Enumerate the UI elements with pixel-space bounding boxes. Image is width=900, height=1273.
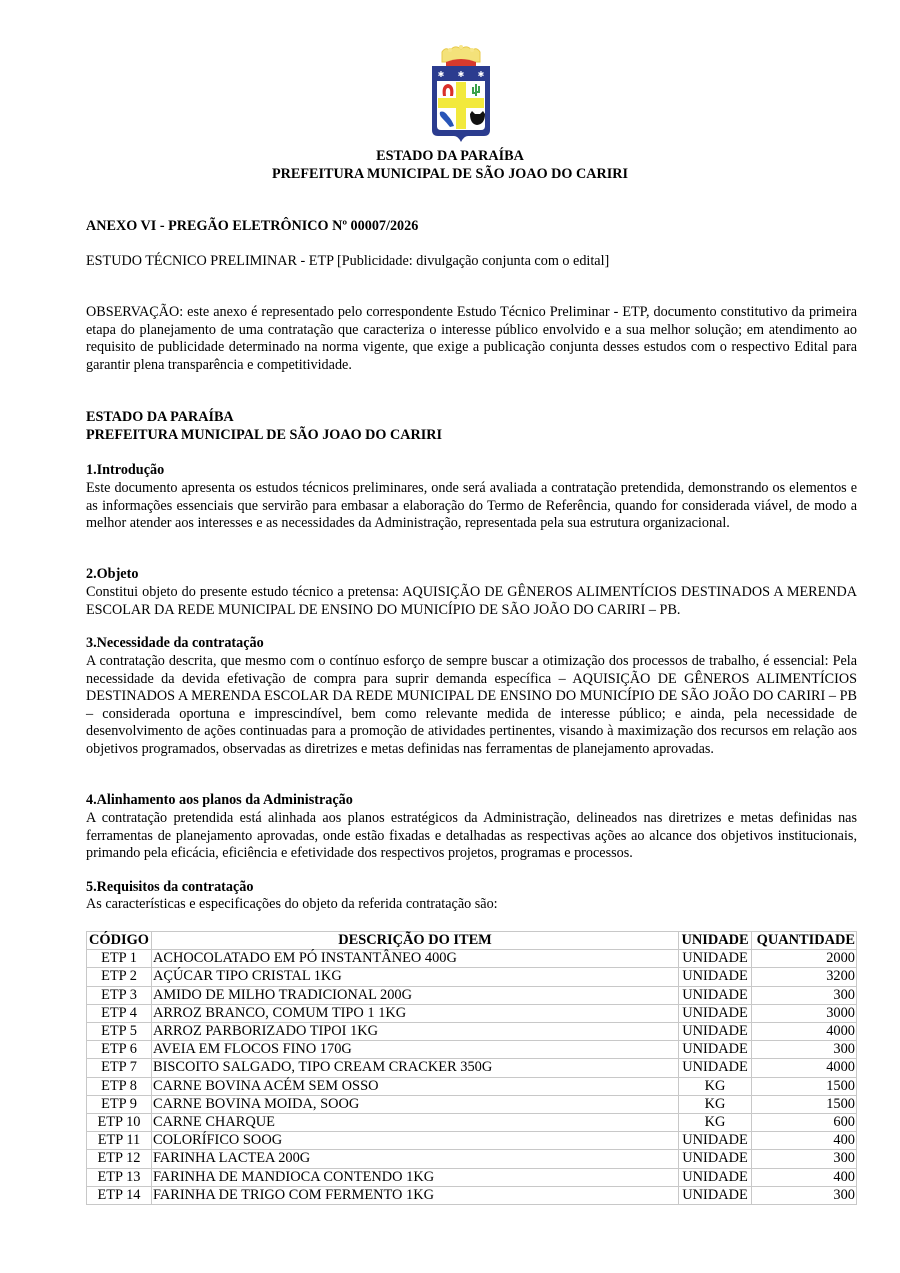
section-body-objeto: Constitui objeto do presente estudo técnico a pretensa: AQUISIÇÃO DE GÊNEROS ALIMENTÍCIOS DESTINADOS A MERENDA ESCOLAR DA REDE MUNICIPAL DE ENSINO DO MUNICÍPIO DE SÃO JOÃO DO CARIRI – PB. [86, 584, 857, 618]
cell-unidade: UNIDADE [679, 1041, 752, 1059]
cell-quantidade: 3000 [752, 1004, 857, 1022]
cell-descricao: ARROZ PARBORIZADO TIPOI 1KG [151, 1023, 678, 1041]
table-header-row [87, 932, 857, 950]
cell-descricao: ACHOCOLATADO EM PÓ INSTANTÂNEO 400G [151, 950, 678, 968]
cell-unidade: UNIDADE [679, 1004, 752, 1022]
cell-descricao: CARNE CHARQUE [151, 1114, 678, 1132]
table-row [87, 1077, 857, 1095]
second-header-municipality: PREFEITURA MUNICIPAL DE SÃO JOAO DO CARIRI [86, 427, 443, 443]
cell-quantidade: 300 [752, 1150, 857, 1168]
cell-descricao: FARINHA DE TRIGO COM FERMENTO 1KG [151, 1186, 678, 1204]
cell-quantidade: 3200 [752, 968, 857, 986]
cell-descricao: AVEIA EM FLOCOS FINO 170G [151, 1041, 678, 1059]
table-row [87, 986, 857, 1004]
cell-unidade: KG [679, 1095, 752, 1113]
second-header-state: ESTADO DA PARAÍBA [86, 409, 234, 425]
cell-codigo: ETP 2 [87, 968, 152, 986]
cell-quantidade: 300 [752, 1186, 857, 1204]
cell-quantidade: 300 [752, 1041, 857, 1059]
table-row [87, 1186, 857, 1204]
cell-codigo: ETP 7 [87, 1059, 152, 1077]
cell-descricao: FARINHA DE MANDIOCA CONTENDO 1KG [151, 1168, 678, 1186]
annex-title: ANEXO VI - PREGÃO ELETRÔNICO Nº 00007/2026 [86, 218, 419, 234]
section-title-necessidade: 3.Necessidade da contratação [86, 635, 264, 651]
cell-quantidade: 600 [752, 1114, 857, 1132]
section-title-introducao: 1.Introdução [86, 462, 165, 478]
section-title-requisitos: 5.Requisitos da contratação [86, 879, 254, 895]
cell-codigo: ETP 10 [87, 1114, 152, 1132]
header-municipality: PREFEITURA MUNICIPAL DE SÃO JOAO DO CARIRI [271, 166, 629, 182]
coat-of-arms-icon [428, 42, 494, 144]
svg-text:✱: ✱ [457, 70, 465, 79]
cell-descricao: CARNE BOVINA ACÉM SEM OSSO [151, 1077, 678, 1095]
section-body-alinhamento: A contratação pretendida está alinhada aos planos estratégicos da Administração, delineados nas diretrizes e metas definidas nas ferramentas de planejamento aprovadas, onde estão fixadas e detalhadas as respectivas ações ao alcance dos objetivos institucionais, primando pela eficácia, eficiência e efetividade dos respectivos projetos, programas e processos. [86, 810, 857, 862]
cell-unidade: UNIDADE [679, 950, 752, 968]
section-title-alinhamento: 4.Alinhamento aos planos da Administração [86, 792, 353, 808]
cell-quantidade: 400 [752, 1132, 857, 1150]
table-row [87, 950, 857, 968]
cell-codigo: ETP 8 [87, 1077, 152, 1095]
header-descricao: DESCRIÇÃO DO ITEM [151, 932, 678, 950]
cell-quantidade: 4000 [752, 1023, 857, 1041]
table-row [87, 968, 857, 986]
cell-quantidade: 1500 [752, 1095, 857, 1113]
cell-unidade: UNIDADE [679, 1059, 752, 1077]
cell-codigo: ETP 13 [87, 1168, 152, 1186]
cell-codigo: ETP 6 [87, 1041, 152, 1059]
svg-text:✱: ✱ [437, 70, 445, 79]
cell-quantidade: 2000 [752, 950, 857, 968]
cell-quantidade: 400 [752, 1168, 857, 1186]
section-body-introducao: Este documento apresenta os estudos técnicos preliminares, onde será avaliada a contratação pretendida, demonstrando os elementos e as informações essenciais que servirão para embasar a elaboração do Termo de Referência, quando for considerada viável, de modo a melhor atender aos interesses e as necessidades da Administração, representada pela sua estrutura organizacional. [86, 480, 857, 532]
table-row [87, 1023, 857, 1041]
cell-descricao: ARROZ BRANCO, COMUM TIPO 1 1KG [151, 1004, 678, 1022]
cell-descricao: CARNE BOVINA MOIDA, SOOG [151, 1095, 678, 1113]
table-row [87, 1150, 857, 1168]
header-codigo: CÓDIGO [87, 932, 152, 950]
cell-unidade: UNIDADE [679, 986, 752, 1004]
cell-codigo: ETP 4 [87, 1004, 152, 1022]
header-quantidade: QUANTIDADE [752, 932, 857, 950]
table-row [87, 1004, 857, 1022]
table-row [87, 1095, 857, 1113]
cell-codigo: ETP 14 [87, 1186, 152, 1204]
items-table [86, 931, 857, 1205]
section-body-necessidade: A contratação descrita, que mesmo com o contínuo esforço de sempre buscar a otimização dos processos de trabalho, é essencial: Pela necessidade da devida efetivação de compra para suprir demanda específica – AQUISIÇÃO DE GÊNEROS ALIMENTÍCIOS DESTINADOS A MERENDA ESCOLAR DA REDE MUNICIPAL DE ENSINO DO MUNICÍPIO DE SÃO JOÃO DO CARIRI – PB – considerada oportuna e imprescindível, bem como relevante medida de interesse público; e ainda, pela necessidade de desenvolvimento de ações continuadas para a promoção de atividades pertinentes, visando à maximização dos recursos em relação aos objetivos programados, observadas as diretrizes e metas definidas nas ferramentas de planejamento aprovadas. [86, 653, 857, 757]
cell-codigo: ETP 1 [87, 950, 152, 968]
cell-codigo: ETP 3 [87, 986, 152, 1004]
table-row [87, 1114, 857, 1132]
cell-unidade: KG [679, 1114, 752, 1132]
cell-descricao: AÇÚCAR TIPO CRISTAL 1KG [151, 968, 678, 986]
section-title-objeto: 2.Objeto [86, 566, 139, 582]
table-row [87, 1132, 857, 1150]
cell-codigo: ETP 12 [87, 1150, 152, 1168]
cell-descricao: FARINHA LACTEA 200G [151, 1150, 678, 1168]
cell-quantidade: 300 [752, 986, 857, 1004]
cell-unidade: UNIDADE [679, 1186, 752, 1204]
header-state: ESTADO DA PARAÍBA [376, 148, 524, 164]
cell-codigo: ETP 9 [87, 1095, 152, 1113]
cell-codigo: ETP 5 [87, 1023, 152, 1041]
cell-unidade: UNIDADE [679, 1132, 752, 1150]
cell-unidade: UNIDADE [679, 1168, 752, 1186]
table-row [87, 1059, 857, 1077]
cell-descricao: BISCOITO SALGADO, TIPO CREAM CRACKER 350G [151, 1059, 678, 1077]
section-body-requisitos: As características e especificações do objeto da referida contratação são: [86, 896, 498, 912]
document-subtitle: ESTUDO TÉCNICO PRELIMINAR - ETP [Publicidade: divulgação conjunta com o edital] [86, 253, 610, 269]
header-unidade: UNIDADE [679, 932, 752, 950]
table-row [87, 1041, 857, 1059]
cell-quantidade: 1500 [752, 1077, 857, 1095]
observation-paragraph: OBSERVAÇÃO: este anexo é representado pelo correspondente Estudo Técnico Preliminar - ETP, documento constitutivo da primeira etapa do planejamento de uma contratação que caracteriza o interesse público envolvido e a sua melhor solução; em atendimento ao requisito de publicidade determinado na norma vigente, que exige a publicação conjunta desses estudos com o respectivo Edital para garantir plena transparência e competitividade. [86, 304, 857, 373]
cell-descricao: COLORÍFICO SOOG [151, 1132, 678, 1150]
cell-unidade: UNIDADE [679, 1150, 752, 1168]
cell-descricao: AMIDO DE MILHO TRADICIONAL 200G [151, 986, 678, 1004]
cell-codigo: ETP 11 [87, 1132, 152, 1150]
svg-text:✱: ✱ [477, 70, 485, 79]
cell-quantidade: 4000 [752, 1059, 857, 1077]
cell-unidade: UNIDADE [679, 968, 752, 986]
cell-unidade: UNIDADE [679, 1023, 752, 1041]
table-row [87, 1168, 857, 1186]
cell-unidade: KG [679, 1077, 752, 1095]
